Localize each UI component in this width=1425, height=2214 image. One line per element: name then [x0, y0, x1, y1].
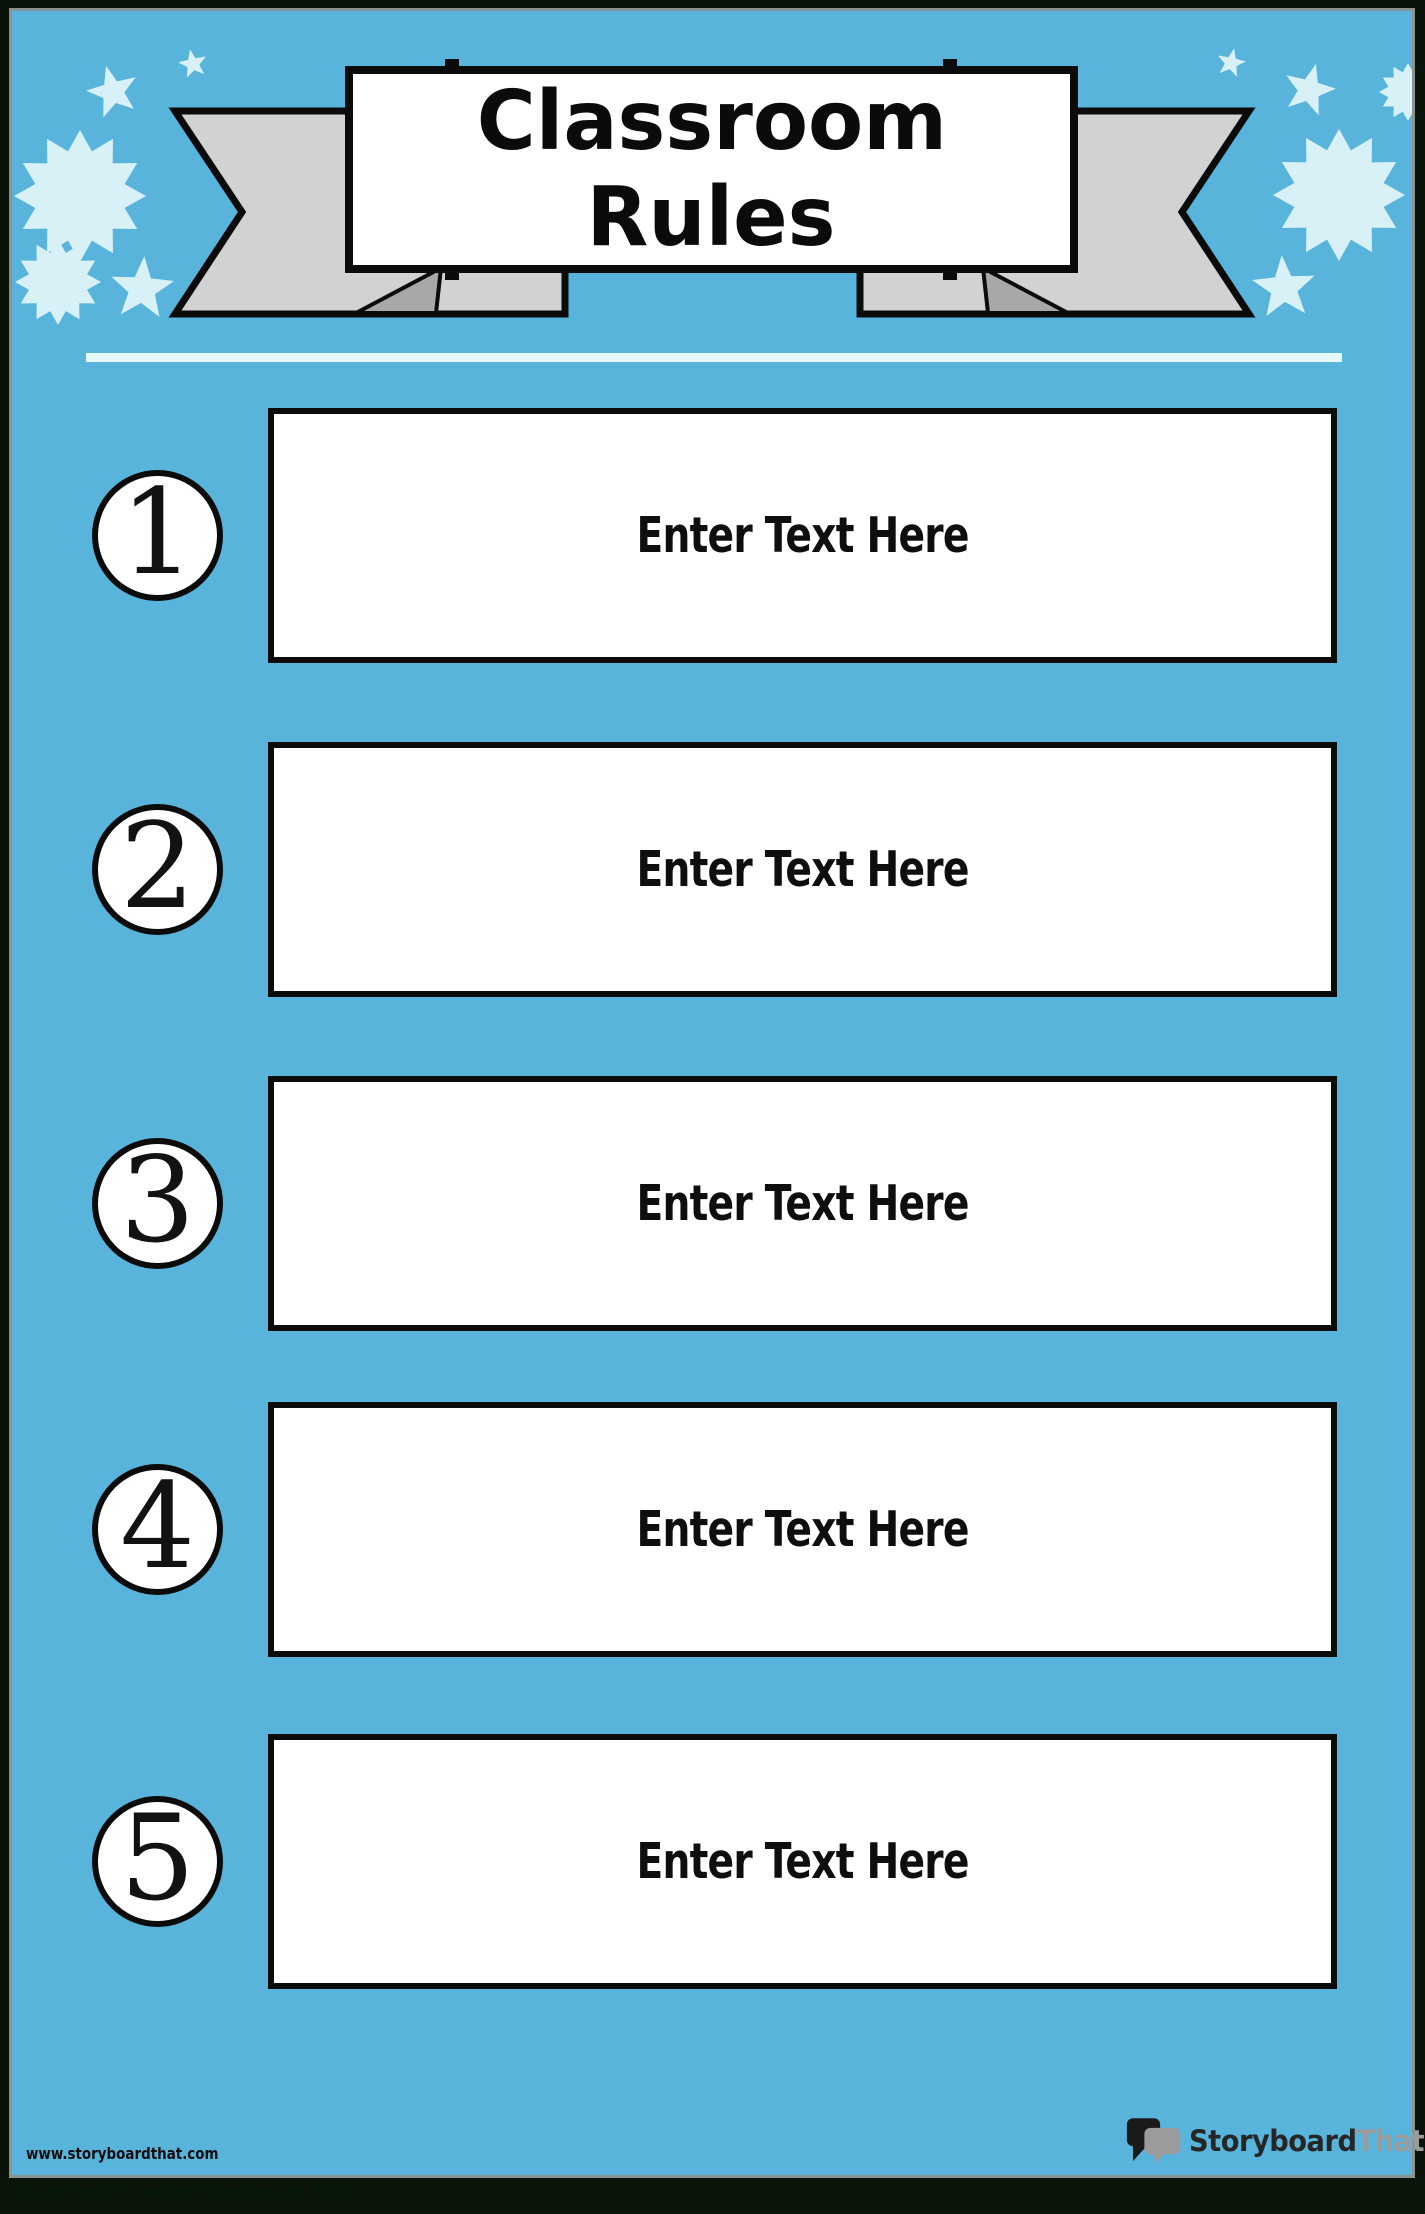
rule-text-box-5[interactable] [268, 1734, 1337, 1989]
title-line-1: Classroom [476, 74, 947, 169]
rule-text: Enter Text Here [636, 1175, 969, 1232]
rule-text-box-2[interactable] [268, 742, 1337, 997]
rule-number-badge-1[interactable] [92, 462, 223, 601]
rule-text: Enter Text Here [636, 1501, 969, 1558]
rule-number: 2 [119, 796, 196, 935]
rule-number: 1 [119, 462, 196, 601]
logo-wordmark [1189, 2124, 1424, 2158]
storyboardthat-logo [1126, 2112, 1425, 2170]
rule-number-badge-4[interactable] [92, 1456, 223, 1595]
website-url: www.storyboardthat.com [26, 2144, 219, 2163]
logo-text-primary: Storyboard [1189, 2124, 1357, 2158]
rule-text-box-3[interactable] [268, 1076, 1337, 1331]
title-line-2: Rules [587, 170, 836, 265]
rule-text: Enter Text Here [636, 1833, 969, 1890]
footer-tagline: Create your own at Storyboard That [13, 2182, 354, 2203]
poster-title[interactable] [345, 70, 1078, 270]
rule-number: 3 [119, 1130, 196, 1269]
rule-number: 4 [119, 1456, 196, 1595]
logo-text-secondary: That [1356, 2124, 1425, 2158]
bottom-frame-strip [0, 2178, 1425, 2214]
rule-text-box-4[interactable] [268, 1402, 1337, 1657]
rule-text: Enter Text Here [636, 841, 969, 898]
rule-number-badge-2[interactable] [92, 796, 223, 935]
rule-number-badge-5[interactable] [92, 1788, 223, 1927]
rule-number: 5 [119, 1788, 196, 1927]
rule-number-badge-3[interactable] [92, 1130, 223, 1269]
divider-line [86, 353, 1342, 362]
rule-text-box-1[interactable] [268, 408, 1337, 663]
rule-text: Enter Text Here [636, 507, 969, 564]
speech-bubbles-icon [1126, 2116, 1182, 2166]
